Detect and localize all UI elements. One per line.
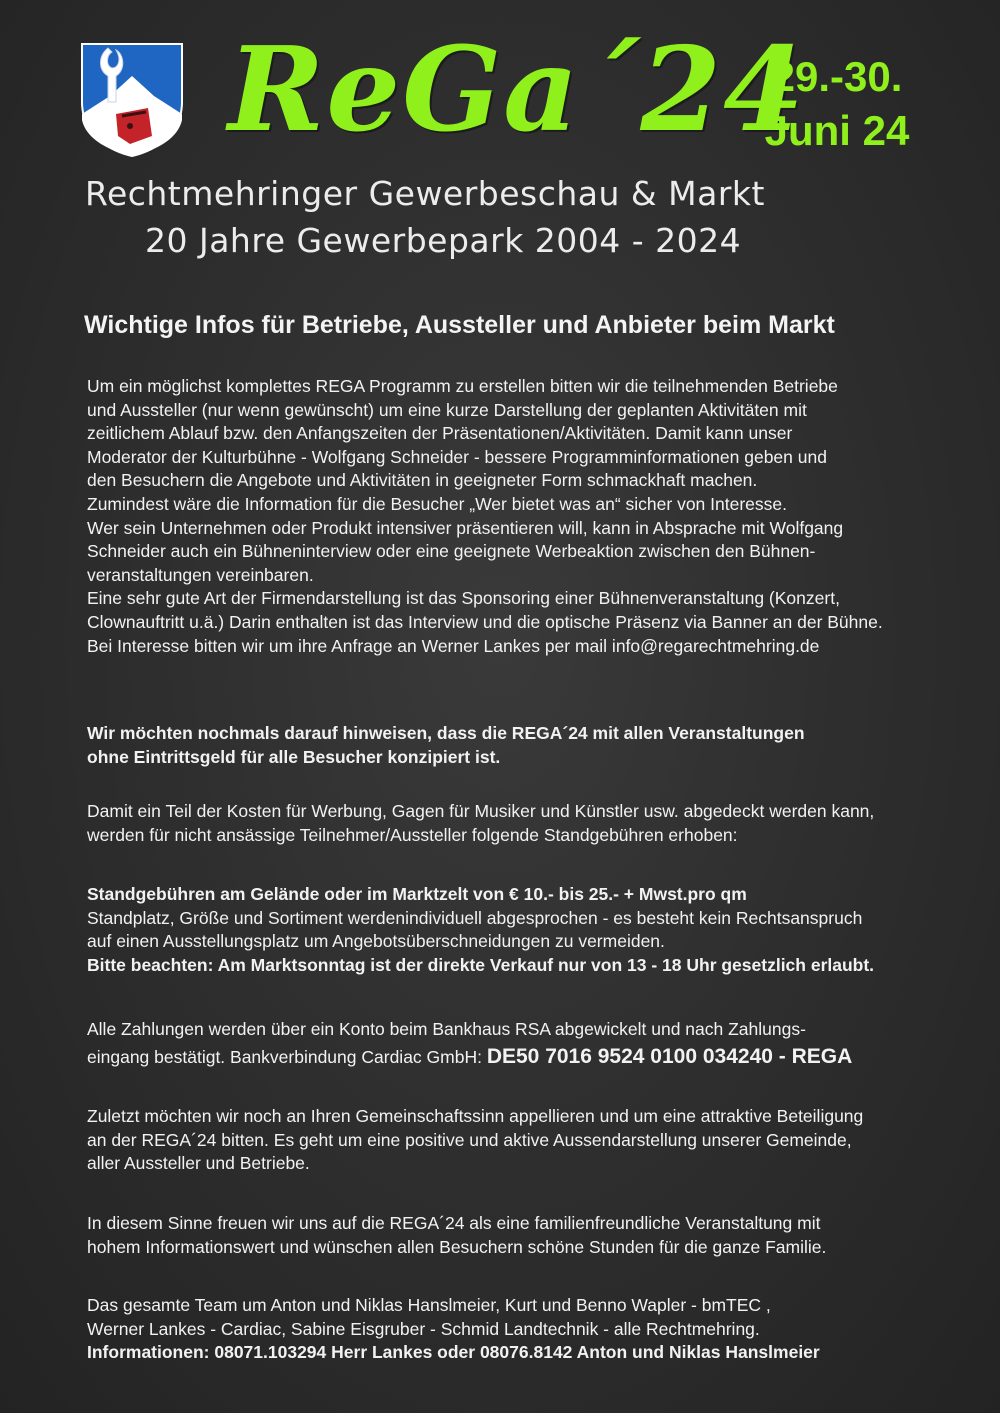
paragraph-line: zeitlichem Ablauf bzw. den Anfangszeiten der Präsentationen/Aktivitäten. Damit kann unser	[87, 423, 793, 444]
event-anniversary-subtitle: 20 Jahre Gewerbepark 2004 - 2024	[145, 221, 742, 260]
paragraph-line: veranstaltungen vereinbaren.	[87, 564, 314, 585]
paragraph-line: hohem Informationswert und wünschen allen Besuchern schöne Stunden für die ganze Familie.	[87, 1236, 827, 1257]
event-date-days: 29.-30.	[771, 53, 903, 100]
bank-details-label: eingang bestätigt. Bankverbindung Cardiac GmbH:	[87, 1046, 487, 1067]
bank-details-line	[87, 1045, 977, 1070]
closing-paragraph	[87, 1212, 977, 1259]
paragraph-line: Standplatz, Größe und Sortiment werdenindividuell abgesprochen - es besteht kein Rechtsanspruch	[87, 907, 863, 928]
paragraph-line: ohne Eintrittsgeld für alle Besucher konzipiert ist.	[87, 746, 501, 767]
paragraph-line: und Aussteller (nur wenn gewünscht) um eine kurze Darstellung der geplanten Aktivitäten mit	[87, 399, 807, 420]
costs-paragraph	[87, 800, 977, 847]
paragraph-line: Zumindest wäre die Information für die Besucher „Wer bietet was an“ sicher von Interesse.	[87, 493, 787, 514]
paragraph-line: Bei Interesse bitten wir um ihre Anfrage an Werner Lankes per mail info@regarechtmehring.de	[87, 635, 820, 656]
event-date-month: Juni 24	[764, 107, 910, 154]
paragraph-line: Damit ein Teil der Kosten für Werbung, Gagen für Musiker und Künstler usw. abgedeckt werden kann,	[87, 801, 875, 821]
paragraph-line: Schneider auch ein Bühneninterview oder eine geeignete Werbeaktion zwischen den Bühnen-	[87, 541, 816, 562]
paragraph-line: auf einen Ausstellungsplatz um Angebotsüberschneidungen zu vermeiden.	[87, 931, 665, 952]
paragraph-line: Clownauftritt u.ä.) Darin enthalten ist das Interview und die optische Präsenz via Banner an der Bühne.	[87, 611, 883, 632]
municipal-coat-of-arms-icon	[78, 40, 186, 158]
paragraph-line: In diesem Sinne freuen wir uns auf die REGA´24 als eine familienfreundliche Veranstaltung mit	[87, 1213, 821, 1233]
contact-info: Informationen: 08071.103294 Herr Lankes oder 08076.8142 Anton und Niklas Hanslmeier	[87, 1342, 820, 1363]
free-entry-notice	[87, 722, 977, 769]
paragraph-line: aller Aussteller und Betriebe.	[87, 1153, 310, 1174]
intro-paragraph	[87, 375, 977, 658]
paragraph-line: den Besuchern die Angebote und Aktivitäten in geeigneter Form schmackhaft machen.	[87, 470, 758, 491]
paragraph-line: Eine sehr gute Art der Firmendarstellung ist das Sponsoring einer Bühnenveranstaltung (Konzert,	[87, 588, 840, 609]
fees-headline: Standgebühren am Gelände oder im Marktzelt von € 10.- bis 25.- + Mwst.pro qm	[87, 884, 747, 904]
paragraph-line: Wir möchten nochmals darauf hinweisen, dass die REGA´24 mit allen Veranstaltungen	[87, 723, 805, 743]
event-logo: ReGa´24	[228, 22, 806, 158]
event-dates	[752, 50, 922, 158]
paragraph-line: an der REGA´24 bitten. Es geht um eine positive und aktive Aussendarstellung unserer Gemeinde,	[87, 1129, 852, 1150]
fees-section	[87, 883, 977, 977]
team-line: Werner Lankes - Cardiac, Sabine Eisgruber - Schmid Landtechnik - alle Rechtmehring.	[87, 1318, 760, 1339]
paragraph-line: Um ein möglichst komplettes REGA Programm zu erstellen bitten wir die teilnehmenden Betriebe	[87, 376, 838, 396]
sunday-sales-notice: Bitte beachten: Am Marktsonntag ist der direkte Verkauf nur von 13 - 18 Uhr gesetzlich erlaubt.	[87, 954, 875, 975]
paragraph-line: Zuletzt möchten wir noch an Ihren Gemeinschaftssinn appellieren und um eine attraktive Beteiligung	[87, 1106, 864, 1126]
payment-section	[87, 1018, 977, 1069]
paragraph-line: Alle Zahlungen werden über ein Konto beim Bankhaus RSA abgewickelt und nach Zahlungs-	[87, 1019, 806, 1039]
team-signature	[87, 1294, 977, 1365]
info-heading: Wichtige Infos für Betriebe, Aussteller und Anbieter beim Markt	[84, 311, 835, 339]
paragraph-line: Wer sein Unternehmen oder Produkt intensiver präsentieren will, kann in Absprache mit Wolfgang	[87, 517, 844, 538]
paragraph-line: werden für nicht ansässige Teilnehmer/Aussteller folgende Standgebühren erhoben:	[87, 824, 738, 845]
iban: DE50 7016 9524 0100 034240 - REGA	[486, 1044, 853, 1068]
event-subtitle: Rechtmehringer Gewerbeschau & Markt	[85, 174, 765, 213]
community-paragraph	[87, 1105, 977, 1176]
team-line: Das gesamte Team um Anton und Niklas Hanslmeier, Kurt und Benno Wapler - bmTEC ,	[87, 1295, 771, 1315]
paragraph-line: Moderator der Kulturbühne - Wolfgang Schneider - bessere Programminformationen geben und	[87, 446, 827, 467]
